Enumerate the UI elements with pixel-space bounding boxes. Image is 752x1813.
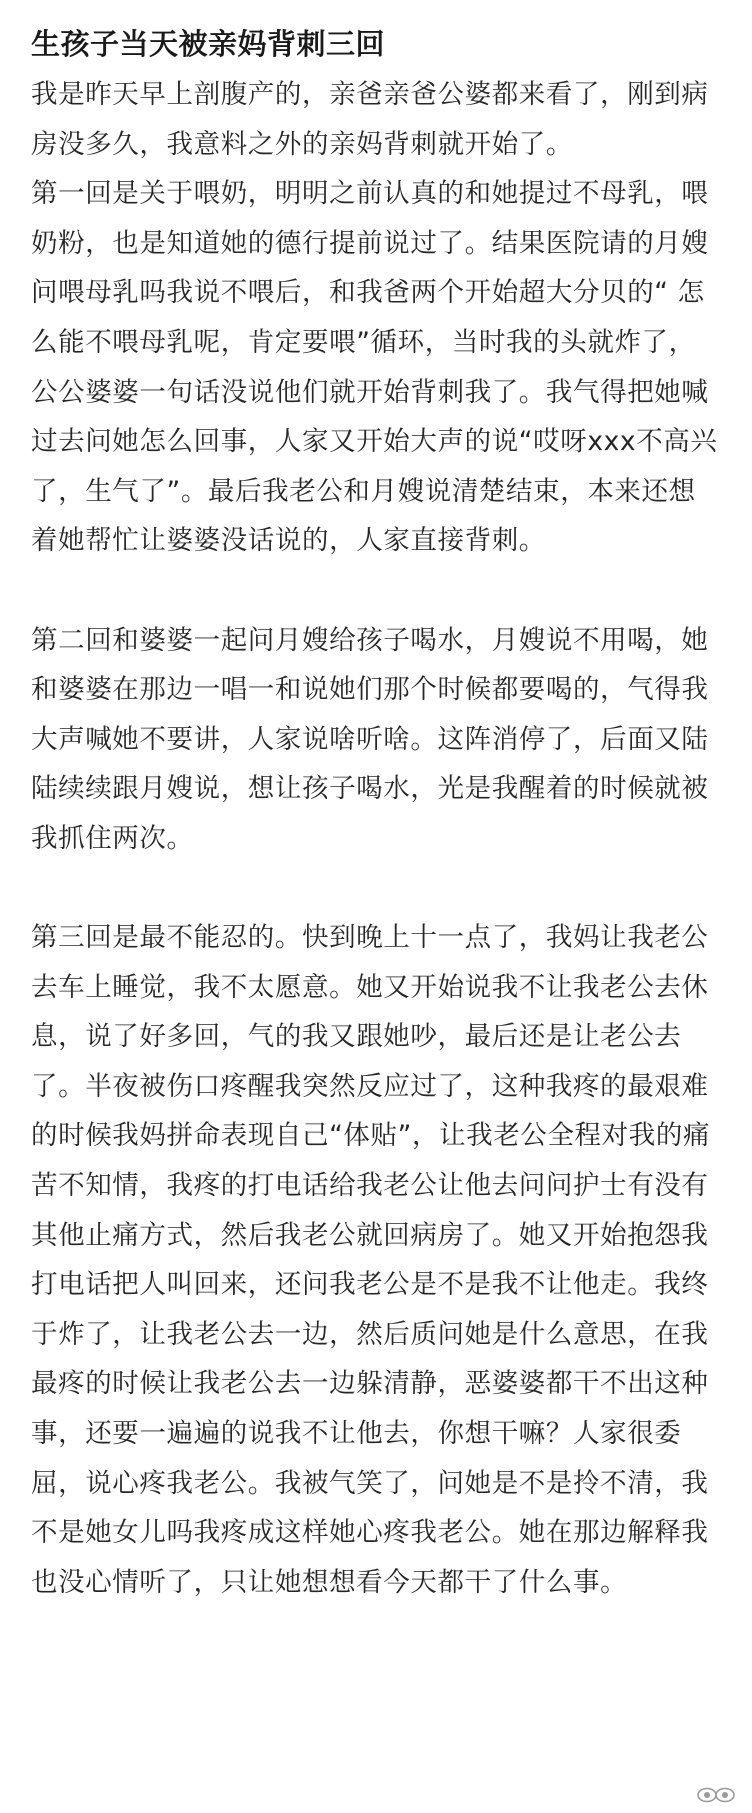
post-title: 生孩子当天被亲妈背刺三回 <box>31 27 386 61</box>
paragraph-first-incident: 第一回是关于喂奶，明明之前认真的和她提过不母乳，喂奶粉，也是知道她的德行提前说过了。结果医院请的月嫂问喂母乳吗我说不喂后，和我爸两个开始超大分贝的“ 怎么能不喂母乳呢，肯定要喂”循环，当时我的头就炸了，公公婆婆一句话没说他们就开始背刺我了。我气得把她喊过去问她怎么回事，人家又开始大声的说“哎呀xxx不高兴了，生气了”。最后我老公和月嫂说清楚结束，本来还想着她帮忙让婆婆没话说的，人家直接背刺。 <box>31 178 718 557</box>
weibo-watermark <box>694 1781 738 1809</box>
paragraph-spacer <box>31 566 722 616</box>
paragraph-intro: 我是昨天早上剖腹产的，亲爸亲爸公婆都来看了，刚到病房没多久，我意料之外的亲妈背刺就开始了。 <box>31 79 709 160</box>
paragraph-third-incident: 第三回是最不能忍的。快到晚上十一点了，我妈让我老公去车上睡觉，我不太愿意。她又开始说我不让我老公去休息，说了好多回，气的我又跟她吵，最后还是让老公去了。半夜被伤口疼醒我突然反应过了，这种我疼的最艰难的时候我妈拼命表现自己“体贴”，让我老公全程对我的痛苦不知情，我疼的打电话给我老公让他去问问护士有没有其他止痛方式，然后我老公就回病房了。她又开始抱怨我打电话把人叫回来，还问我老公是不是我不让他走。我终于炸了，让我老公去一边，然后质问她是什么意思，在我最疼的时候让我老公去一边躲清静，恶婆婆都干不出这种事，还要一遍遍的说我不让他去，你想干嘛？人家很委屈，说心疼我老公。我被气笑了，问她是不是拎不清，我不是她女儿吗我疼成这样她心疼我老公。她在那边解释我也没心情听了，只让她想想看今天都干了什么事。 <box>31 922 711 1598</box>
weibo-eye-icon <box>696 1784 736 1806</box>
paragraph-second-incident: 第二回和婆婆一起问月嫂给孩子喝水，月嫂说不用喝，她和婆婆在那边一唱一和说她们那个时候都要喝的，气得我大声喊她不要讲，人家说啥听啥。这阵消停了，后面又陆陆续续跟月嫂说，想让孩子喝水，光是我醒着的时候就被我抓住两次。 <box>31 624 709 854</box>
paragraph-spacer <box>31 864 722 914</box>
